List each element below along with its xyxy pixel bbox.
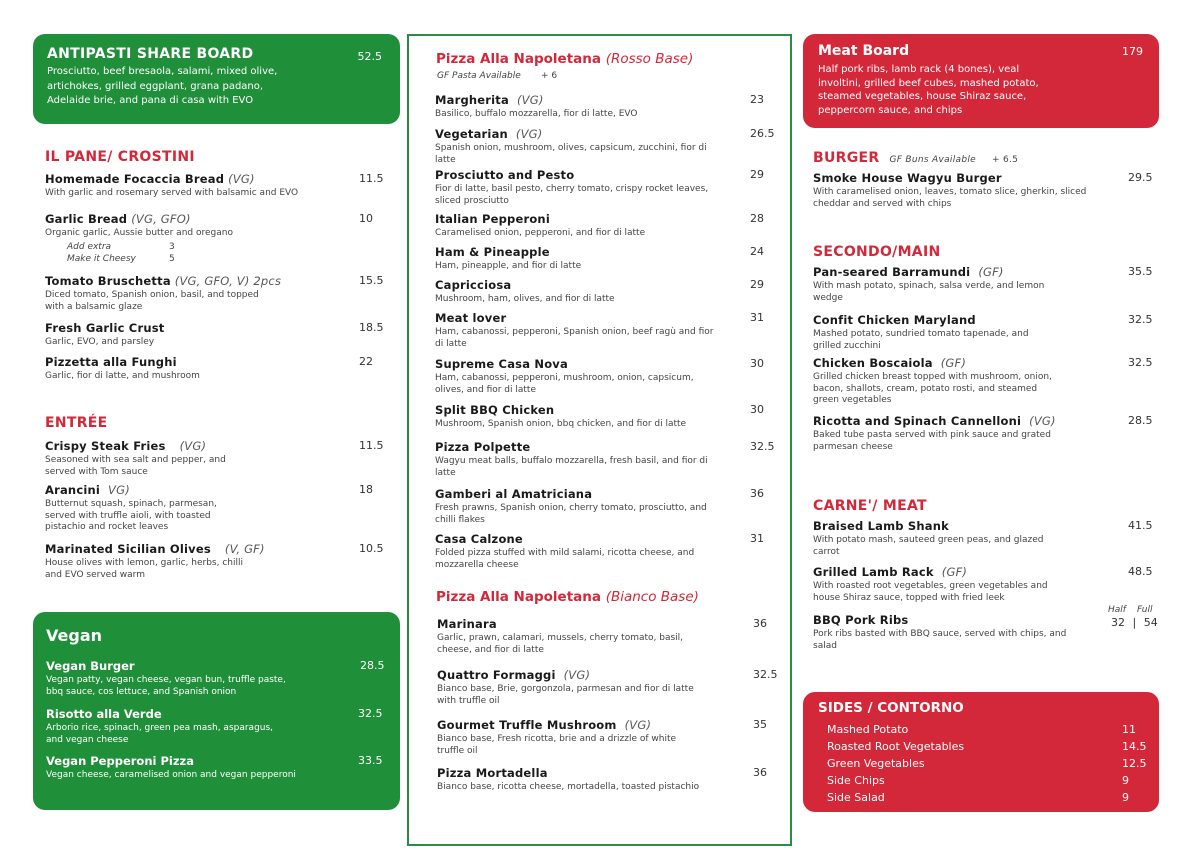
secondo-heading: SECONDO/MAIN <box>813 244 941 260</box>
antipasti-desc: Prosciutto, beef bresaola, salami, mixed olive, artichokes, grilled eggplant, grana padano, Adelaide brie, and pana di casa with EVO <box>47 66 278 106</box>
entree-heading: ENTRÉE <box>45 415 108 431</box>
item-name: Gourmet Truffle Mushroom (VG) <box>437 718 652 732</box>
side-name: Roasted Root Vegetables <box>827 740 965 753</box>
item-name: Tomato Bruschetta (VG, GFO, V) 2pcs <box>45 274 282 288</box>
menu-item <box>435 245 775 273</box>
item-desc: Garlic, fior di latte, and mushroom <box>45 371 200 381</box>
menu-item <box>437 617 777 656</box>
menu-item <box>45 439 384 478</box>
item-tag: (GF) <box>978 265 1004 279</box>
menu-item <box>437 668 777 707</box>
item-desc: Pork ribs basted with BBQ sauce, served with chips, and salad <box>813 629 1067 651</box>
ribs-full-price: 54 <box>1143 616 1158 629</box>
item-desc: Ham, cabanossi, pepperoni, mushroom, onion, capsicum, olives, and fior di latte <box>435 373 694 395</box>
item-desc: Diced tomato, Spanish onion, basil, and topped with a balsamic glaze <box>45 290 259 312</box>
item-name: BBQ Pork Ribs <box>813 613 909 627</box>
item-price: 32.5 <box>750 440 775 453</box>
item-desc: Butternut squash, spinach, parmesan, served with truffle aioli, with toasted pistachio and rocket leaves <box>45 499 217 532</box>
item-name: Chicken Boscaiola (GF) <box>813 356 967 370</box>
item-desc: With garlic and rosemary served with balsamic and EVO <box>45 188 299 198</box>
item-price: 36 <box>753 617 767 630</box>
item-price: 48.5 <box>1128 565 1153 578</box>
item-tag: VG) <box>108 483 130 497</box>
bianco-subtitle: (Bianco Base) <box>605 589 699 605</box>
item-price: 32.5 <box>1128 313 1153 326</box>
item-name: Pizza Mortadella <box>437 766 548 780</box>
item-desc: Organic garlic, Aussie butter and oregano <box>45 228 233 238</box>
gf-buns-price: + 6.5 <box>991 155 1019 165</box>
item-price: 35 <box>753 718 767 731</box>
item-price: 26.5 <box>750 127 775 140</box>
side-price: 12.5 <box>1122 757 1147 770</box>
menu-item <box>813 265 1158 304</box>
menu-item <box>435 487 775 526</box>
item-desc: Spanish onion, mushroom, olives, capsicum, zucchini, fior di latte <box>435 143 707 165</box>
item-desc: Vegan patty, vegan cheese, vegan bun, truffle paste, bbq sauce, cos lettuce, and Spanish onion <box>46 675 286 697</box>
menu-item <box>813 519 1158 558</box>
item-desc: Wagyu meat balls, buffalo mozzarella, fresh basil, and fior di latte <box>435 456 708 478</box>
item-price: 36 <box>750 487 764 500</box>
burger-heading <box>813 150 1018 166</box>
item-name: Grilled Lamb Rack (GF) <box>813 565 968 579</box>
item-desc: Caramelised onion, pepperoni, and fior di latte <box>435 228 646 238</box>
menu-item <box>813 356 1158 407</box>
side-price: 14.5 <box>1122 740 1147 753</box>
item-price: 23 <box>750 93 764 106</box>
item-tag: (VG, GFO, V) 2pcs <box>174 274 282 288</box>
side-price: 9 <box>1122 791 1129 804</box>
item-tag: (VG) <box>516 93 544 107</box>
extra-label: Add extra <box>67 241 112 252</box>
item-name: Ricotta and Spinach Cannelloni (VG) <box>813 414 1056 428</box>
item-name: Pizza Polpette <box>435 440 531 454</box>
item-name: Braised Lamb Shank <box>813 519 949 533</box>
menu-item <box>813 313 1158 352</box>
item-price: 32.5 <box>358 707 383 720</box>
vegan-item <box>46 707 386 746</box>
item-name: Margherita (VG) <box>435 93 544 107</box>
side-name: Side Salad <box>827 791 885 804</box>
bianco-title: Pizza Alla Napoletana <box>436 589 601 605</box>
item-desc: Arborio rice, spinach, green pea mash, asparagus, and vegan cheese <box>46 723 274 745</box>
meatboard-desc: Half pork ribs, lamb rack (4 bones), veal involtini, grilled beef cubes, mashed potato, steamed vegetables, house Shiraz sauce, peppercorn sauce, and chips <box>818 64 1039 116</box>
item-name: Fresh Garlic Crust <box>45 321 165 335</box>
item-desc: With roasted root vegetables, green vegetables and house Shiraz sauce, topped with fried leek <box>813 581 1048 603</box>
item-desc: Fior di latte, basil pesto, cherry tomato, crispy rocket leaves, sliced prosciutto <box>435 184 709 206</box>
item-tag: (VG) <box>515 127 543 141</box>
item-desc: Garlic, prawn, calamari, mussels, cherry tomato, basil, cheese, and fior di latte <box>437 633 684 655</box>
ribs-prices <box>1111 616 1158 629</box>
side-item <box>827 774 1147 787</box>
item-tag: (VG) <box>624 718 652 732</box>
menu-item <box>813 565 1158 604</box>
extra-label: Make it Cheesy <box>67 253 136 264</box>
item-name: Italian Pepperoni <box>435 212 550 226</box>
item-price: 36 <box>753 766 767 779</box>
item-name: Supreme Casa Nova <box>435 357 568 371</box>
item-name: Risotto alla Verde <box>46 707 162 721</box>
item-desc: Bianco base, ricotta cheese, mortadella, toasted pistachio <box>437 782 700 792</box>
menu-item <box>437 766 777 794</box>
menu-item <box>813 171 1153 210</box>
item-name: Vegan Burger <box>46 659 135 673</box>
sides-box <box>803 692 1159 812</box>
item-name: Casa Calzone <box>435 532 523 546</box>
ribs-half-label: Half <box>1108 605 1126 615</box>
item-desc: Baked tube pasta served with pink sauce and grated parmesan cheese <box>813 430 1051 452</box>
side-item <box>827 757 1147 770</box>
menu-item <box>45 172 384 200</box>
meat-board <box>803 34 1159 128</box>
menu-item <box>435 357 775 396</box>
vegan-item <box>46 659 386 698</box>
item-price: 33.5 <box>358 754 383 767</box>
item-price: 10 <box>359 212 373 225</box>
carne-heading: CARNE'/ MEAT <box>813 498 927 514</box>
item-desc: With mash potato, spinach, salsa verde, and lemon wedge <box>813 281 1045 303</box>
side-item <box>827 723 1147 736</box>
item-desc: Ham, cabanossi, pepperoni, Spanish onion, beef ragù and fior di latte <box>435 327 714 349</box>
item-tag: (GF) <box>940 356 967 370</box>
item-desc: Bianco base, Brie, gorgonzola, parmesan and fior di latte with truffle oil <box>437 684 694 706</box>
item-price: 11.5 <box>359 439 384 452</box>
item-tag: (VG) <box>1029 414 1056 428</box>
side-price: 11 <box>1122 723 1136 736</box>
side-item <box>827 740 1147 753</box>
item-name: Pizzetta alla Funghi <box>45 355 177 369</box>
rosso-subtitle: (Rosso Base) <box>605 51 694 67</box>
item-desc: Mushroom, Spanish onion, bbq chicken, and fior di latte <box>435 419 687 429</box>
menu-item <box>45 321 384 349</box>
gf-pasta-note: GF Pasta Available <box>437 71 521 81</box>
item-name: Crispy Steak Fries (VG) <box>45 439 207 453</box>
pane-heading: IL PANE/ CROSTINI <box>45 149 195 165</box>
menu-item <box>435 168 775 207</box>
item-name: Gamberi al Amatriciana <box>435 487 593 501</box>
menu-item <box>435 311 775 350</box>
item-name: Meat lover <box>435 311 507 325</box>
menu-item <box>435 403 775 431</box>
extras-list <box>45 242 365 268</box>
item-price: 32.5 <box>1128 356 1153 369</box>
item-price: 29.5 <box>1128 171 1153 184</box>
ribs-half-price: 32 <box>1111 616 1125 629</box>
item-name: Split BBQ Chicken <box>435 403 555 417</box>
item-price: 11.5 <box>359 172 384 185</box>
menu-item <box>435 93 775 121</box>
item-name: Confit Chicken Maryland <box>813 313 976 327</box>
item-desc: Basilico, buffalo mozzarella, fior di latte, EVO <box>435 109 638 119</box>
item-price: 15.5 <box>359 274 384 287</box>
item-price: 35.5 <box>1128 265 1153 278</box>
menu-item <box>435 127 775 166</box>
meatboard-price: 179 <box>1122 45 1143 58</box>
item-price: 29 <box>750 168 764 181</box>
item-name: Vegetarian (VG) <box>435 127 543 141</box>
item-price: 31 <box>750 532 764 545</box>
item-price: 18.5 <box>359 321 384 334</box>
item-name: Arancini VG) <box>45 483 130 497</box>
menu-item <box>45 355 373 383</box>
item-name: Homemade Focaccia Bread (VG) <box>45 172 255 186</box>
item-tag: (VG) <box>228 172 255 186</box>
antipasti-title: ANTIPASTI SHARE BOARD <box>47 46 254 62</box>
item-name: Smoke House Wagyu Burger <box>813 171 1002 185</box>
item-desc: Vegan cheese, caramelised onion and vegan pepperoni <box>46 770 296 780</box>
item-tag: (GF) <box>941 565 968 579</box>
item-name: Prosciutto and Pesto <box>435 168 575 182</box>
menu-item <box>435 278 775 306</box>
item-tag: (V, GF) <box>224 542 265 556</box>
side-item <box>827 791 1147 804</box>
item-name: Quattro Formaggi (VG) <box>437 668 591 682</box>
side-name: Mashed Potato <box>827 723 909 736</box>
item-desc: Fresh prawns, Spanish onion, cherry tomato, prosciutto, and chilli flakes <box>435 503 707 525</box>
item-price: 28.5 <box>360 659 385 672</box>
item-name: Marinara <box>437 617 497 631</box>
menu-item <box>435 212 775 240</box>
menu-item <box>45 212 373 268</box>
item-price: 28.5 <box>1128 414 1153 427</box>
item-desc: House olives with lemon, garlic, herbs, chilli and EVO served warm <box>45 558 243 580</box>
item-desc: Ham, pineapple, and fior di latte <box>435 261 582 271</box>
menu-item <box>435 440 775 479</box>
bianco-heading <box>436 589 699 605</box>
pizza-column <box>407 34 792 846</box>
item-price: 29 <box>750 278 764 291</box>
item-desc: With caramelised onion, leaves, tomato slice, gherkin, sliced cheddar and served with chips <box>813 187 1087 209</box>
item-desc: Garlic, EVO, and parsley <box>45 337 155 347</box>
ribs-full-label: Full <box>1137 605 1153 615</box>
item-price: 18 <box>359 483 373 496</box>
item-price: 32.5 <box>753 668 778 681</box>
item-price: 28 <box>750 212 764 225</box>
menu-item <box>45 483 373 534</box>
gf-pasta-price: + 6 <box>541 71 558 81</box>
item-name: Garlic Bread (VG, GFO) <box>45 212 191 226</box>
item-tag: (VG) <box>179 439 207 453</box>
item-name: Marinated Sicilian Olives (V, GF) <box>45 542 265 556</box>
menu-item <box>45 542 384 581</box>
rosso-heading <box>436 51 693 67</box>
item-price: 24 <box>750 245 764 258</box>
vegan-box <box>33 612 400 810</box>
menu-item <box>813 414 1158 453</box>
item-price: 30 <box>750 403 764 416</box>
side-price: 9 <box>1122 774 1129 787</box>
vegan-title: Vegan <box>46 626 102 645</box>
item-desc: Grilled chicken breast topped with mushroom, onion, bacon, shallots, cream, potato rosti, and steamed green vegetables <box>813 372 1052 405</box>
item-name: Ham & Pineapple <box>435 245 550 259</box>
item-price: 41.5 <box>1128 519 1153 532</box>
item-name: Vegan Pepperoni Pizza <box>46 754 194 768</box>
menu-item <box>45 274 384 313</box>
vegan-item <box>46 754 386 782</box>
item-name: Pan-seared Barramundi (GF) <box>813 265 1004 279</box>
ribs-separator: | <box>1132 616 1137 629</box>
meatboard-title: Meat Board <box>818 43 910 59</box>
item-desc: Bianco base, Fresh ricotta, brie and a drizzle of white truffle oil <box>437 734 677 756</box>
item-desc: With potato mash, sauteed green peas, and glazed carrot <box>813 535 1044 557</box>
extra-price: 5 <box>169 253 175 264</box>
item-desc: Mushroom, ham, olives, and fior di latte <box>435 294 615 304</box>
burger-title: BURGER <box>813 150 880 166</box>
item-price: 31 <box>750 311 764 324</box>
antipasti-board <box>33 34 400 124</box>
side-name: Green Vegetables <box>827 757 925 770</box>
item-desc: Mashed potato, sundried tomato tapenade, and grilled zucchini <box>813 329 1029 351</box>
menu-item <box>437 718 777 757</box>
side-name: Side Chips <box>827 774 885 787</box>
sides-title: SIDES / CONTORNO <box>818 700 964 716</box>
extra-price: 3 <box>169 241 175 252</box>
antipasti-price: 52.5 <box>357 50 382 63</box>
item-desc: Folded pizza stuffed with mild salami, ricotta cheese, and mozzarella cheese <box>435 548 695 570</box>
item-price: 22 <box>359 355 373 368</box>
item-price: 30 <box>750 357 764 370</box>
gf-buns-note: GF Buns Available <box>889 155 976 165</box>
rosso-title: Pizza Alla Napoletana <box>436 51 601 67</box>
menu-item <box>435 532 775 571</box>
item-price: 10.5 <box>359 542 384 555</box>
item-tag: (VG) <box>563 668 591 682</box>
item-tag: (VG, GFO) <box>131 212 191 226</box>
item-name: Capricciosa <box>435 278 512 292</box>
item-desc: Seasoned with sea salt and pepper, and served with Tom sauce <box>45 455 226 477</box>
menu-item <box>813 613 1158 652</box>
